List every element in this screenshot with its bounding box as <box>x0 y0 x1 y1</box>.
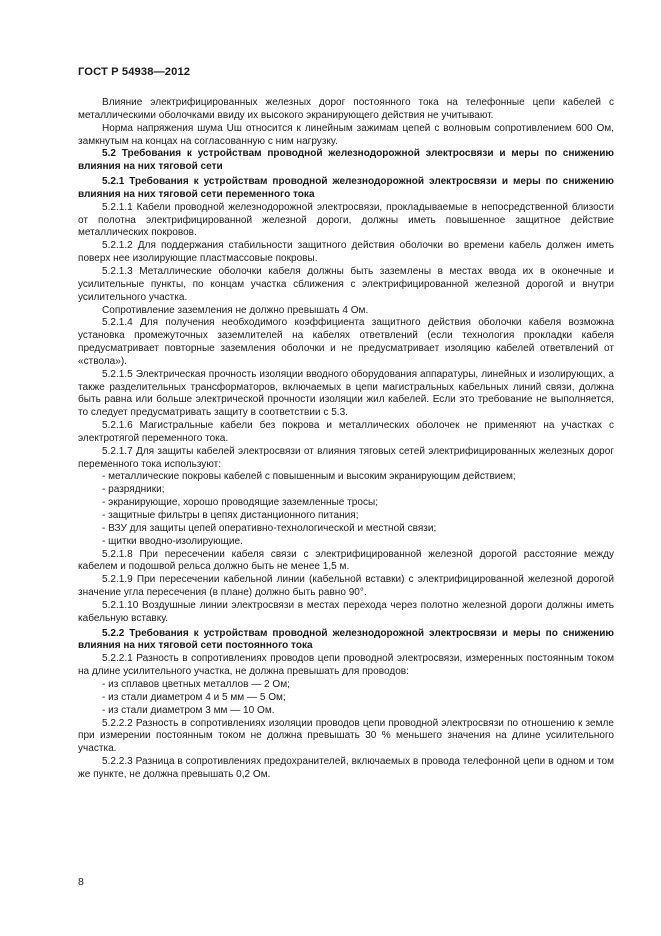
list-item: - экранирующие, хорошо проводящие заземленные тросы; <box>102 497 378 509</box>
paragraph: 5.2.1.6 Магистральные кабели без покрова и металлических оболочек не применяют на участках с электротягой переменного тока. <box>78 420 614 444</box>
list-item: - щитки вводно-изолирующие. <box>102 535 243 547</box>
subsection-heading: 5.2.1 Требования к устройствам проводной железнодорожной электросвязи и меры по снижению влияния на них тяговой сети переменного тока <box>78 176 614 200</box>
document-body <box>78 97 614 782</box>
list-item: - из стали диаметром 4 и 5 мм — 5 Ом; <box>102 691 286 703</box>
paragraph: 5.2.1.1 Кабели проводной железнодорожной электросвязи, прокладываемые в непосредственной близости от полотна электрифицированной железной дороги, должны иметь повышенное защитное действие металлических покровов. <box>78 201 614 239</box>
page-number: 8 <box>78 876 84 888</box>
paragraph: 5.2.1.2 Для поддержания стабильности защитного действия оболочки во времени кабель должен иметь поверх нее изолирующие пластмассовые покровы. <box>78 240 614 265</box>
paragraph: 5.2.2.3 Разница в сопротивлениях предохранителей, включаемых в провода телефонной цепи в одном и том же пункте, не должна превышать 0,2 Ом. <box>78 756 614 780</box>
subsection-heading: 5.2.2 Требования к устройствам проводной железнодорожной электросвязи и меры по снижению влияния на них тяговой сети постоянного тока <box>78 627 614 652</box>
list-item: - из сплавов цветных металлов — 2 Ом; <box>102 678 290 690</box>
list-item: - металлические покровы кабелей с повышенным и высоким экранирующим действием; <box>102 471 516 483</box>
paragraph: 5.2.1.5 Электрическая прочность изоляции вводного оборудования аппаратуры, линейных и изолирующих, а также разделительных трансформаторов, включаемых в цепи магистральных кабельных линий связи, должна быть равна или больше электрической прочности изоляции жил кабелей. Если это требование не выполняется, то следует предусматривать защиту в соответствии с 5.3. <box>78 368 614 419</box>
paragraph: Норма напряжения шума Uш относится к линейным зажимам цепей с волновым сопротивлением 600 Ом, замкнутым на концах на согласованную с ним нагрузку. <box>78 122 614 147</box>
list-item: - защитные фильтры в цепях дистанционного питания; <box>102 510 359 521</box>
paragraph: 5.2.1.7 Для защиты кабелей электросвязи от влияния тяговых сетей электрифицированных железных дорог переменного тока используют: <box>78 445 614 470</box>
paragraph: 5.2.1.4 Для получения необходимого коэффициента защитного действия оболочки кабеля возможна установка промежуточных заземлителей на кабелях ответвлений (если технология прокладки кабеля предусматривает повторные заземления оболочки и не предусматривает изоляцию кабелей ответвлений от «ствола»). <box>78 317 614 367</box>
list-item: - ВЗУ для защиты цепей оперативно-технологической и местной связи; <box>102 522 437 534</box>
list-item: - из стали диаметром 3 мм — 10 Ом. <box>102 704 275 716</box>
paragraph: Влияние электрифицированных железных дорог постоянного тока на телефонные цепи кабелей с металлическими оболочками ввиду их высокого экранирующего действия не учитывают. <box>78 97 614 121</box>
document-header: ГОСТ Р 54938—2012 <box>78 66 191 78</box>
list-item: - разрядники; <box>102 484 165 496</box>
section-heading: 5.2 Требования к устройствам проводной железнодорожной электросвязи и меры по снижению влияния на них тяговой сети <box>78 148 614 173</box>
paragraph: Сопротивление заземления не должно превышать 4 Ом. <box>102 304 369 316</box>
paragraph: 5.2.1.3 Металлические оболочки кабеля должны быть заземлены в местах ввода их в оконечные и усилительные пункты, по концам участка сближения с электрифицированной железной дорогой и внутри усилительного участка. <box>78 265 614 303</box>
paragraph: 5.2.2.1 Разность в сопротивлениях проводов цепи проводной электросвязи, измеренных постоянным током на длине усилительного участка, не должна превышать для проводов: <box>78 653 614 678</box>
paragraph: 5.2.2.2 Разность в сопротивлениях изоляции проводов цепи проводной электросвязи по отношению к земле при измерении постоянным током не должна превышать 30 % меньшего значения на длине усилительного участка. <box>78 717 614 755</box>
paragraph: 5.2.1.8 При пересечении кабеля связи с электрифицированной железной дорогой расстояние между кабелем и подошвой рельса должно быть не менее 1,5 м. <box>78 548 614 573</box>
paragraph: 5.2.1.9 При пересечении кабельной линии (кабельной вставки) с электрифицированной железной дорогой значение угла пересечения (в плане) должно быть равно 90°. <box>78 574 614 599</box>
paragraph: 5.2.1.10 Воздушные линии электросвязи в местах перехода через полотно железной дороги должны иметь кабельную вставку. <box>78 599 614 624</box>
